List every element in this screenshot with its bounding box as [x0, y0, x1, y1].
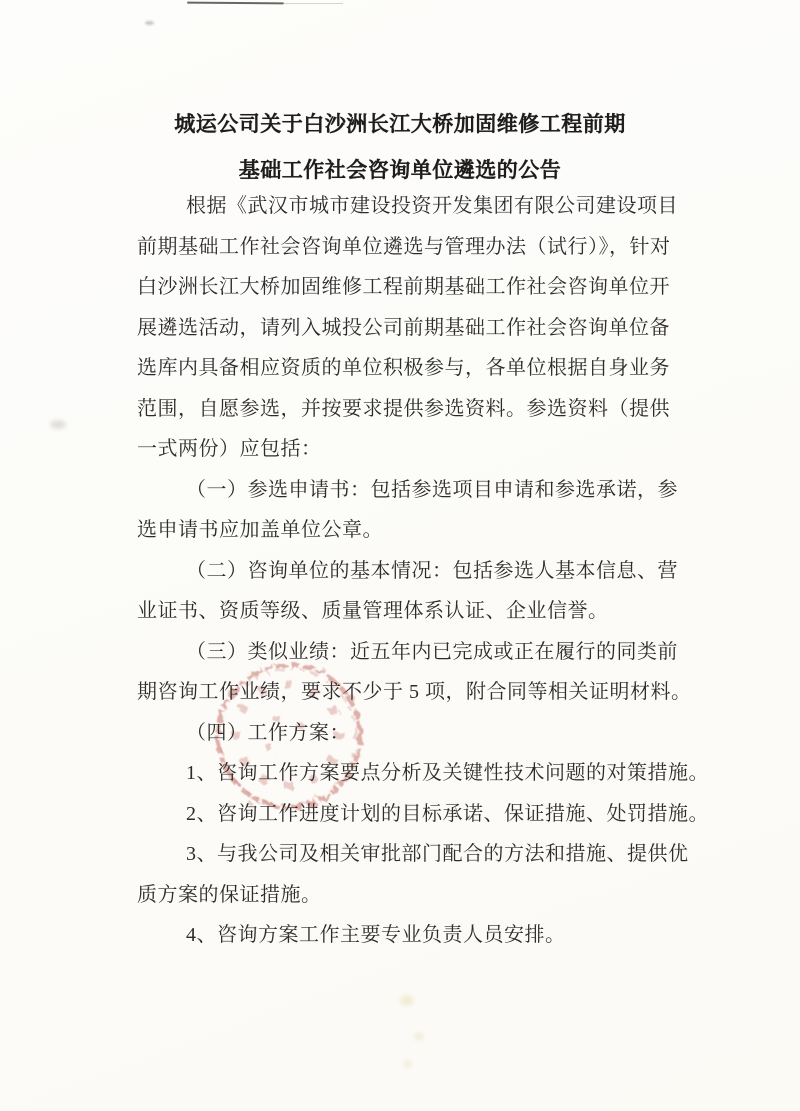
body-line: 展遴选活动，请列入城投公司前期基础工作社会咨询单位备 [137, 316, 670, 339]
body-line: 范围，自愿参选，并按要求提供参选资料。参选资料（提供 [137, 397, 670, 420]
scan-artifact-speck [414, 1032, 424, 1041]
body-line: （三）类似业绩：近五年内已完成或正在履行的同类前 [186, 640, 678, 663]
scan-artifact-dot [145, 21, 154, 25]
scan-artifact-top-line-tail [283, 3, 343, 4]
body-line: （二）咨询单位的基本情况：包括参选人基本信息、营 [186, 559, 678, 582]
body-line: 2、咨询工作进度计划的目标承诺、保证措施、处罚措施。 [186, 802, 709, 825]
body-line: 白沙洲长江大桥加固维修工程前期基础工作社会咨询单位开 [137, 276, 670, 298]
document-title [0, 101, 800, 193]
document-title-line-2: 基础工作社会咨询单位遴选的公告 [238, 158, 562, 182]
body-line: 质方案的保证措施。 [137, 883, 322, 906]
body-line: 1、咨询工作方案要点分析及关键性技术问题的对策措施。 [186, 762, 709, 784]
scan-artifact-speck [403, 1060, 412, 1068]
body-line: 选申请书应加盖单位公章。 [137, 519, 383, 541]
body-line: 前期基础工作社会咨询单位遴选与管理办法（试行）》，针对 [137, 235, 671, 258]
document-body [137, 186, 709, 956]
body-line: 业证书、资质等级、质量管理体系认证、企业信誉。 [137, 600, 609, 622]
body-line: 3、与我公司及相关审批部门配合的方法和措施、提供优 [186, 843, 689, 865]
scan-artifact-smudge [50, 420, 66, 429]
body-line: 4、咨询方案工作主要专业负责人员安排。 [186, 924, 566, 946]
body-line: 根据《武汉市城市建设投资开发集团有限公司建设项目 [186, 195, 678, 217]
body-line: 一式两份）应包括： [137, 438, 322, 460]
body-line: 期咨询工作业绩，要求不少于 5 项，附合同等相关证明材料。 [137, 681, 692, 703]
document-title-line-1: 城运公司关于白沙洲长江大桥加固维修工程前期 [174, 112, 626, 136]
body-line: （四）工作方案： [186, 721, 350, 744]
body-line: 选库内具备相应资质的单位积极参与，各单位根据自身业务 [137, 357, 670, 379]
scan-artifact-top-line [187, 2, 284, 5]
scan-artifact-speck [400, 995, 414, 1006]
body-line: （一）参选申请书：包括参选项目申请和参选承诺，参 [186, 478, 678, 501]
